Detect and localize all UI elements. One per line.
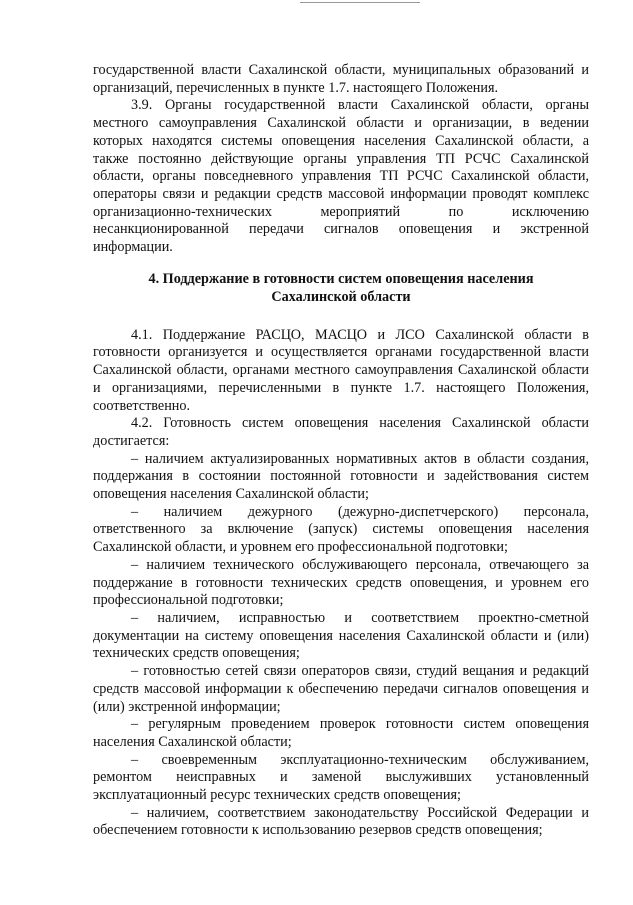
paragraph-4-1: 4.1. Поддержание РАСЦО, МАСЦО и ЛСО Сахалинской области в готовности организуется и осуществляется органами государственной власти Сахалинской области, органами местного самоуправления Сахалинской области и организациями, перечисленными в пункте 1.7. настоящего Положения, соответственно. — [93, 326, 589, 414]
list-item: – наличием, соответствием законодательству Российской Федерации и обеспечением готовности к использованию резервов средств оповещения; — [93, 804, 589, 839]
list-item: – готовностью сетей связи операторов связи, студий вещания и редакций средств массовой информации к обеспечению передачи сигналов оповещения и (или) экстренной информации; — [93, 663, 589, 715]
list-item: – наличием дежурного (дежурно-диспетчерского) персонала, ответственного за включение (запуск) системы оповещения населения Сахалинской области, и уровнем его профессиональной подготовки; — [93, 503, 589, 556]
list-item: – наличием технического обслуживающего персонала, отвечающего за поддержание в готовности технических средств оповещения, и уровнем его профессиональной подготовки; — [93, 556, 589, 609]
list-item: – регулярным проведением проверок готовности систем оповещения населения Сахалинской области; — [93, 716, 589, 750]
list-item: – наличием, исправностью и соответствием проектно-сметной документации на систему оповещения населения Сахалинской области и (или) технических средств оповещения; — [93, 609, 589, 662]
list-item: – своевременным эксплуатационно-техническим обслуживанием, ремонтом неисправных и заменой выслуживших установленный эксплуатационный ресурс технических средств оповещения; — [93, 751, 589, 804]
list-item: – наличием актуализированных нормативных актов в области создания, поддержания в состоянии постоянной готовности и задействования систем оповещения населения Сахалинской области; — [93, 450, 589, 503]
section-heading-line-2: Сахалинской области — [271, 288, 411, 305]
section-heading-line-1: 4. Поддержание в готовности систем оповещения населения — [148, 270, 534, 287]
paragraph-3-9: 3.9. Органы государственной власти Сахалинской области, органы местного самоуправления Сахалинской области и организации, в ведении которых находятся системы оповещения населения Сахалинской области, а также постоянно действующие органы управления ТП РСЧС Сахалинской области, органы повседневного управления ТП РСЧС Сахалинской области, операторы связи и редакции средств массовой информации проводят комплекс организационно-технических мероприятий по исключению несанкционированной передачи сигналов оповещения и экстренной информации. — [93, 97, 589, 256]
top-divider — [300, 2, 420, 3]
document-page — [93, 62, 589, 840]
paragraph-continuation: государственной власти Сахалинской области, муниципальных образований и организаций, перечисленных в пункте 1.7. настоящего Положения. — [93, 62, 589, 96]
section-heading — [93, 270, 589, 306]
paragraph-4-2: 4.2. Готовность систем оповещения населения Сахалинской области достигается: — [93, 415, 589, 449]
